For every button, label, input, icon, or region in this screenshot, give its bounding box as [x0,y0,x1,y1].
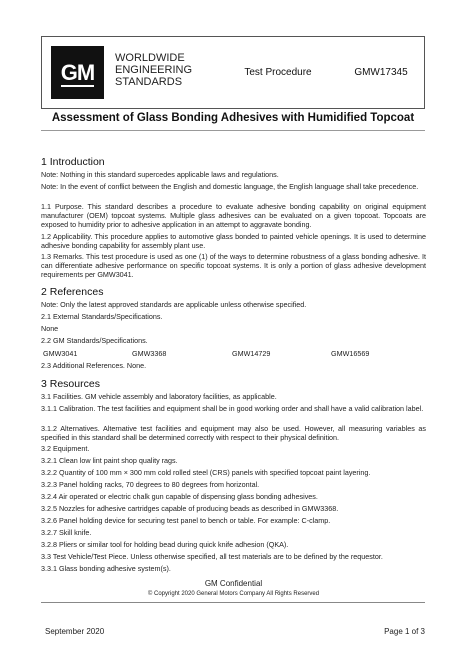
paragraph-2-1: 2.1 External Standards/Specifications. [41,312,163,321]
intro-note-2: Note: In the event of conflict between the English and domestic language, the English language shall take precedence. [41,182,419,191]
section-heading-introduction: 1 Introduction [41,156,105,168]
paragraph-3-3-1: 3.3.1 Glass bonding adhesive system(s). [41,564,171,573]
logo-underline [61,85,94,87]
paragraph-3-2-7: 3.2.7 Skill knife. [41,528,92,537]
confidential-label: GM Confidential [204,579,263,588]
paragraph-2-3: 2.3 Additional References. None. [41,361,147,370]
paragraph-3-2-5: 3.2.5 Nozzles for adhesive cartridges capable of producing beads as described in GMW3368. [41,504,339,513]
paragraph-3-1-1: 3.1.1 Calibration. The test facilities and equipment shall be in good working order and shall have a valid calibration label. [41,404,424,413]
footer-date: September 2020 [45,627,105,636]
footer-divider [41,602,425,603]
logo-text: GM [60,59,95,85]
title-divider [41,130,425,131]
doc-type: Test Procedure [244,67,312,78]
paragraph-3-3: 3.3 Test Vehicle/Test Piece. Unless otherwise specified, all test materials are to be defined by the requestor. [41,552,383,561]
paragraph-3-1-2: 3.1.2 Alternatives. Alternative test facilities and equipment may also be used. However, all measuring variables as specified in this standard shall be determined correctly with respect to their physical definition. [41,424,426,443]
footer-page-number: Page 1 of 3 [384,627,425,636]
org-line-3: STANDARDS [115,76,183,88]
references-note: Note: Only the latest approved standards are applicable unless otherwise specified. [41,300,307,309]
paragraph-3-2-2: 3.2.2 Quantity of 100 mm × 300 mm cold rolled steel (CRS) panels with specified topcoat paint layering. [41,468,371,477]
org-line-1: WORLDWIDE [115,52,185,64]
section-heading-references: 2 References [41,286,104,298]
paragraph-2-2: 2.2 GM Standards/Specifications. [41,336,148,345]
header-box [41,36,425,109]
paragraph-3-2-6: 3.2.6 Panel holding device for securing test panel to bench or table. For example: C-clamp. [41,516,331,525]
paragraph-3-2: 3.2 Equipment. [41,444,90,453]
gm-standard-item: GMW3368 [132,349,167,358]
doc-number: GMW17345 [354,67,408,78]
paragraph-1-3: 1.3 Remarks. This test procedure is used as one (1) of the ways to determine robustness of a glass bonding adhesive. It can differentiate adhesive performance on specific topcoat systems. It is only a portion of glass adhesive development requirements per GMW3041. [41,252,426,280]
paragraph-3-2-4: 3.2.4 Air operated or electric chalk gun capable of dispensing glass bonding adhesives. [41,492,318,501]
org-line-2: ENGINEERING [115,64,193,76]
paragraph-1-2: 1.2 Applicability. This procedure applies to automotive glass bonded to painted vehicle openings. It is used to determine adhesive bonding capability for assembly plant use. [41,232,426,251]
paragraph-3-1: 3.1 Facilities. GM vehicle assembly and laboratory facilities, as applicable. [41,392,277,401]
document-title: Assessment of Glass Bonding Adhesives with Humidified Topcoat [51,112,415,124]
paragraph-3-2-8: 3.2.8 Pliers or similar tool for holding bead during quick knife adhesion (QKA). [41,540,289,549]
section-heading-resources: 3 Resources [41,378,100,390]
gm-standard-item: GMW3041 [43,349,78,358]
gm-standard-item: GMW14729 [232,349,271,358]
paragraph-2-1-none: None [41,324,59,333]
gm-logo [51,46,104,99]
paragraph-3-2-3: 3.2.3 Panel holding racks, 70 degrees to 80 degrees from horizontal. [41,480,260,489]
intro-note-1: Note: Nothing in this standard supercedes applicable laws and regulations. [41,170,279,179]
gm-standard-item: GMW16569 [331,349,370,358]
org-name [115,52,225,88]
paragraph-1-1: 1.1 Purpose. This standard describes a procedure to evaluate adhesive bonding capability on original equipment manufacturer (OEM) topcoat systems. Multiple glass adhesives can be evaluated on a given topcoat. Topcoats are exposed to humidity prior to adhesive application in an attempt to aggravate bonding. [41,202,426,230]
paragraph-3-2-1: 3.2.1 Clean low lint paint shop quality rags. [41,456,178,465]
copyright-notice: © Copyright 2020 General Motors Company All Rights Reserved [147,591,320,597]
